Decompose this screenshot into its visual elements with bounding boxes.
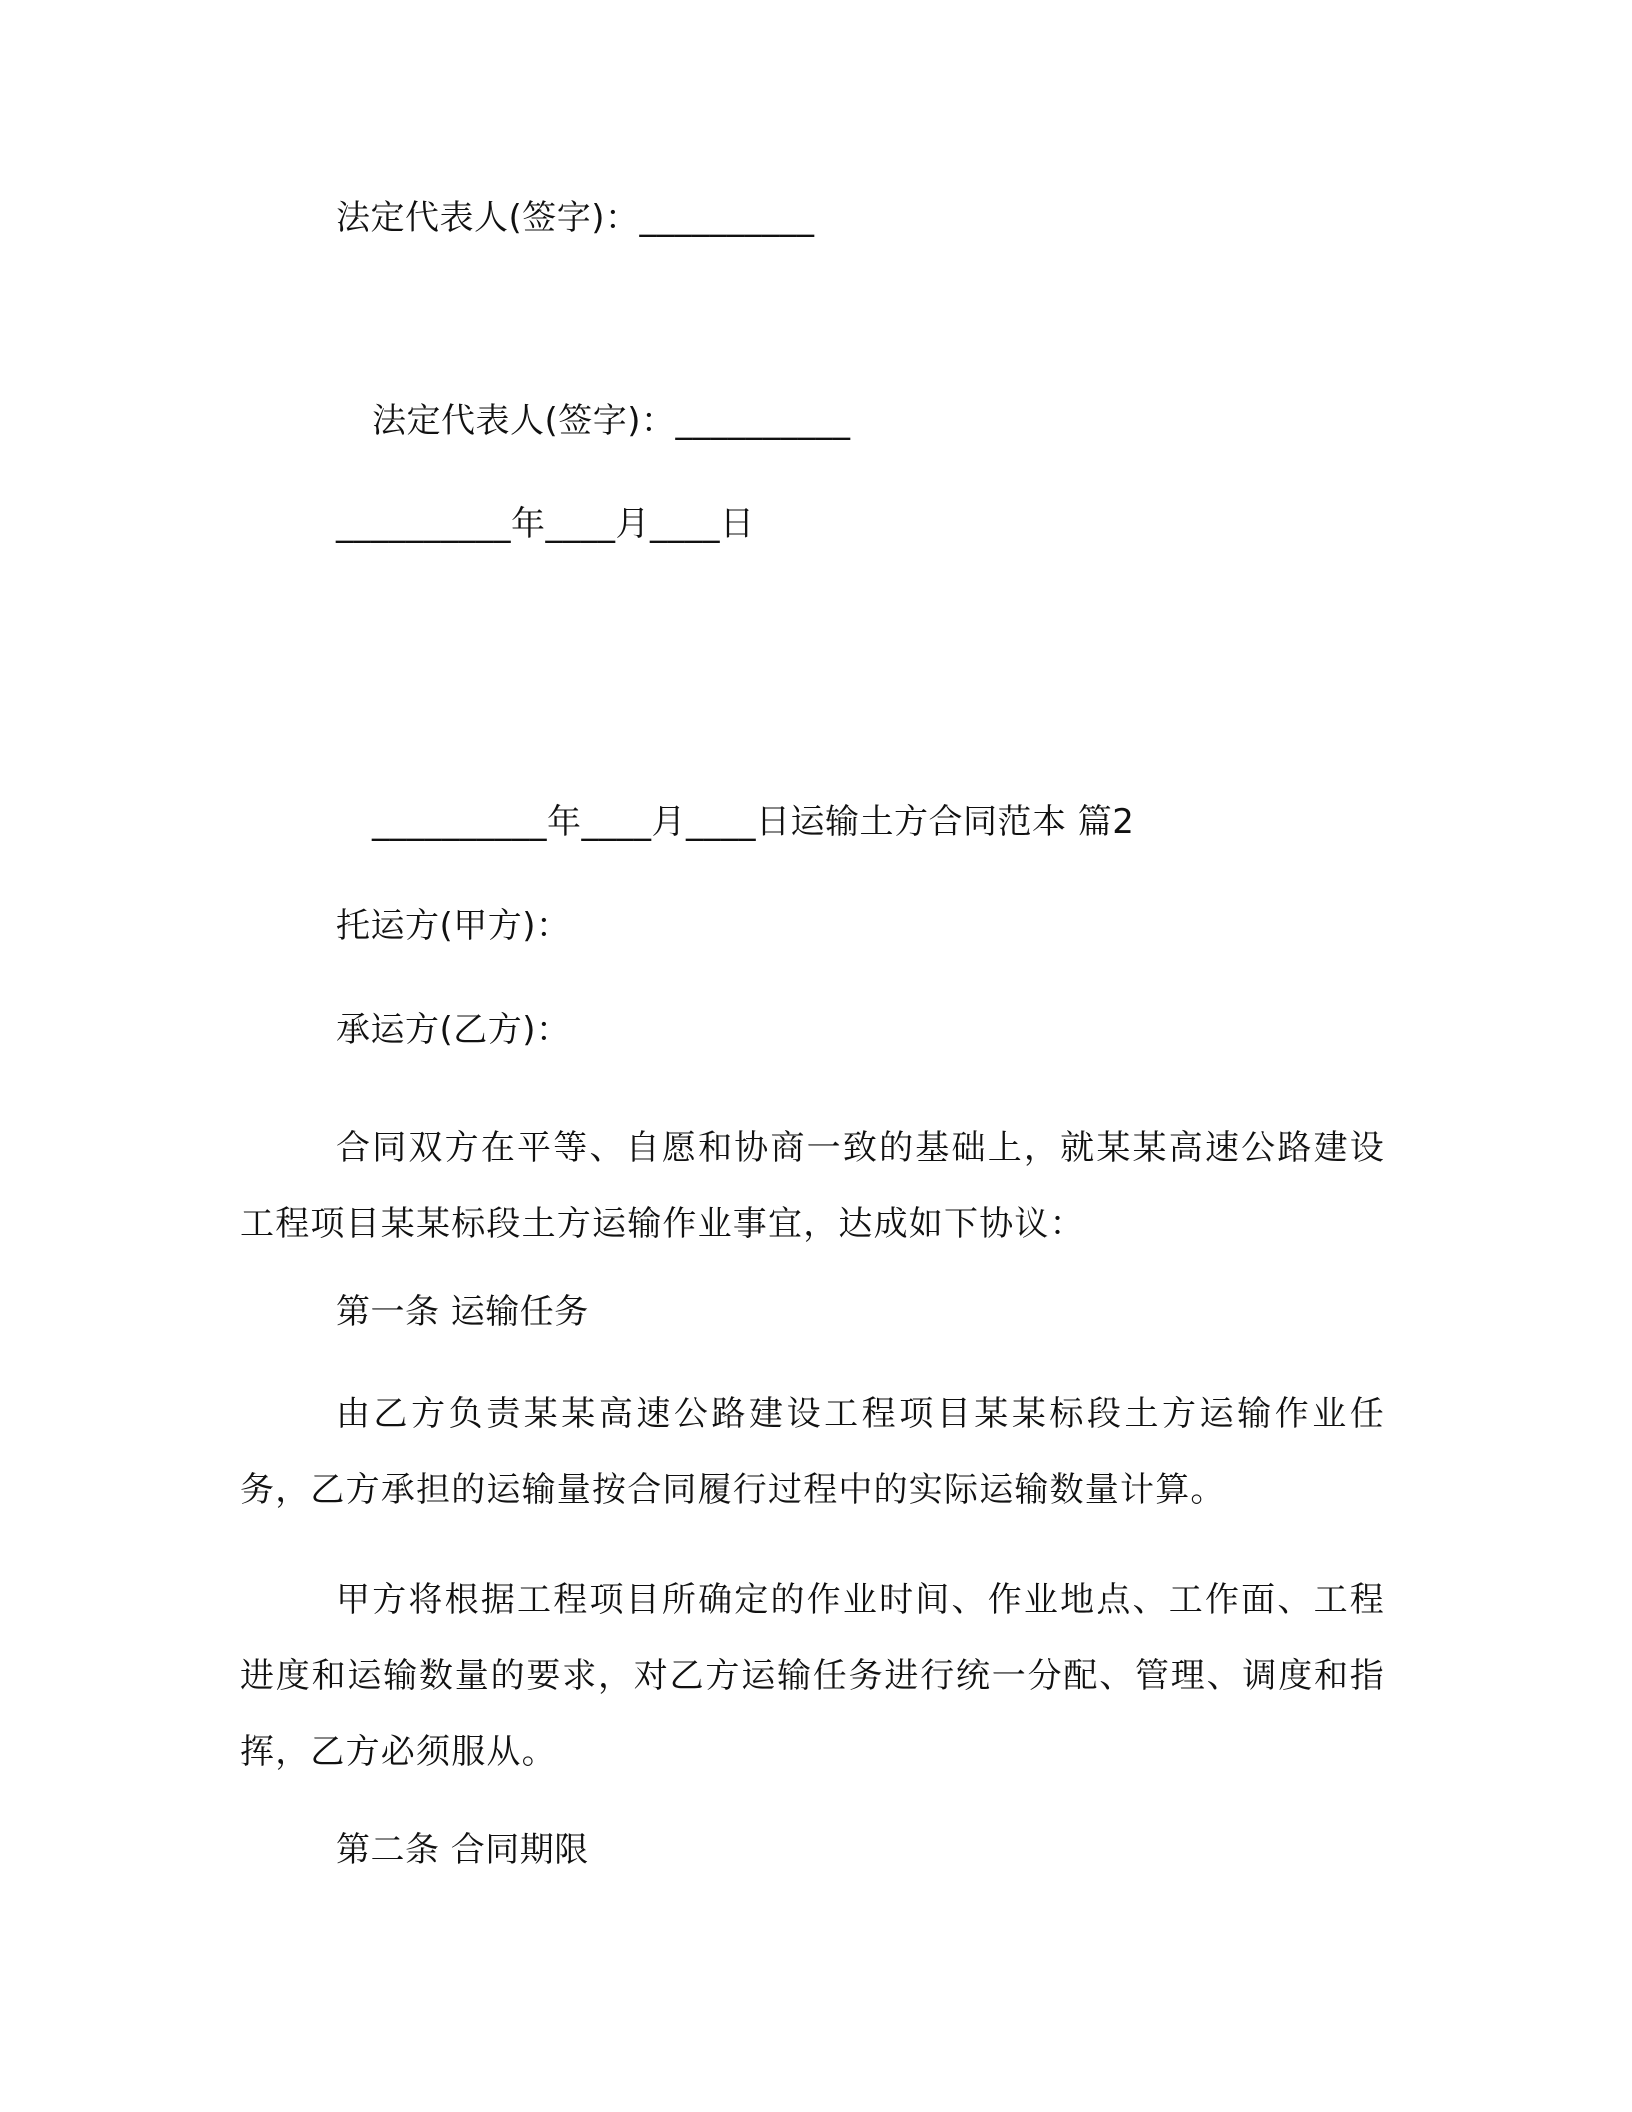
- party-shipper: 托运方(甲方)：: [336, 906, 571, 946]
- article2-heading: 第二条 合同期限: [336, 1830, 589, 1870]
- intro-paragraph: 合同双方在平等、自愿和协商一致的基础上，就某某高速公路建设工程项目某某标段土方运输作业事宜，达成如下协议：: [240, 1128, 1385, 1244]
- article1-heading: 第一条 运输任务: [336, 1292, 589, 1332]
- party-carrier: 承运方(乙方)：: [336, 1010, 571, 1050]
- article1-paragraph-1: 由乙方负责某某高速公路建设工程项目某某标段土方运输作业任务，乙方承担的运输量按合同履行过程中的实际运输数量计算。: [240, 1394, 1385, 1510]
- signature-date: __________年____月____日: [336, 504, 755, 544]
- document-title: __________年____月____日运输土方合同范本 篇2: [372, 802, 1135, 842]
- article1-paragraph-2: 甲方将根据工程项目所确定的作业时间、作业地点、工作面、工程进度和运输数量的要求，对乙方运输任务进行统一分配、管理、调度和指挥，乙方必须服从。: [240, 1580, 1385, 1772]
- signature-rep-b: 法定代表人(签字)：__________: [372, 401, 851, 441]
- signature-rep-a: 法定代表人(签字)：__________: [336, 198, 815, 238]
